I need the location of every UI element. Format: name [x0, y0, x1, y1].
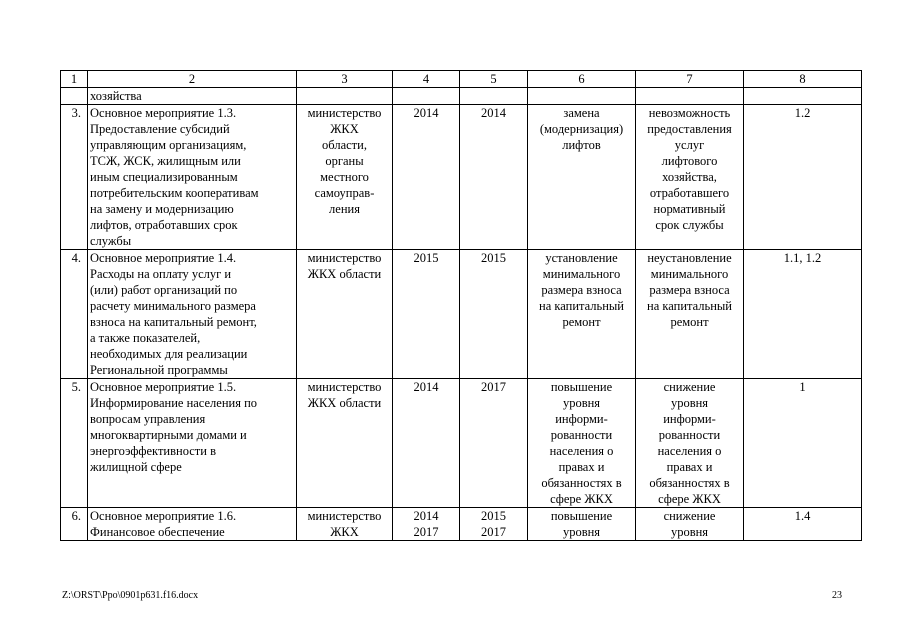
table-row — [61, 105, 862, 250]
non-implementation-consequence-line: информи- — [663, 412, 716, 426]
executor-line: ЖКХ — [330, 122, 359, 136]
end-year-cell — [460, 88, 528, 105]
end-year-line: 2014 — [481, 106, 506, 120]
measure-name-cell — [88, 508, 297, 541]
expected-result-cell — [528, 105, 636, 250]
measure-name-line: расчету минимального размера — [90, 299, 256, 313]
non-implementation-consequence-cell — [636, 105, 744, 250]
non-implementation-consequence-line: невозможность — [648, 106, 731, 120]
expected-result-line: сфере ЖКХ — [550, 492, 613, 506]
expected-result-line: информи- — [555, 412, 608, 426]
non-implementation-consequence-line: неустановление — [647, 251, 732, 265]
measure-name-line: иным специализированным — [90, 170, 238, 184]
non-implementation-consequence-cell — [636, 250, 744, 379]
measure-name-cell — [88, 88, 297, 105]
expected-result-cell — [528, 379, 636, 508]
expected-result-line: повышение — [550, 509, 613, 523]
measure-name-line: Основное мероприятие 1.3. — [90, 106, 237, 120]
measure-name-line: необходимых для реализации — [90, 347, 248, 361]
executor-cell — [297, 88, 393, 105]
expected-result-line: лифтов — [562, 138, 601, 152]
end-year-line: 2015 — [481, 509, 506, 523]
header-cell: 3 — [297, 71, 393, 88]
non-implementation-consequence-line: обязанностях в — [649, 476, 730, 490]
page-number: 23 — [832, 590, 842, 601]
row-number-cell: 3. — [61, 105, 88, 250]
start-year-line: 2017 — [413, 525, 439, 539]
table-row — [61, 250, 862, 379]
start-year-cell — [393, 105, 460, 250]
measure-name-line: управляющим организациям, — [90, 138, 247, 152]
start-year-line: 2014 — [413, 106, 439, 120]
measure-name-line: Региональной программы — [90, 363, 228, 377]
non-implementation-consequence-line: сфере ЖКХ — [658, 492, 721, 506]
non-implementation-consequence-cell — [636, 88, 744, 105]
measure-name-line: взноса на капитальный ремонт, — [90, 315, 257, 329]
table-row — [61, 88, 862, 105]
expected-result-line: повышение — [550, 380, 613, 394]
start-year-cell — [393, 379, 460, 508]
executor-cell — [297, 250, 393, 379]
executor-line: ЖКХ — [330, 525, 359, 539]
end-year-cell — [460, 250, 528, 379]
expected-result-line: размера взноса — [541, 283, 622, 297]
start-year-cell — [393, 250, 460, 379]
end-year-line: 2015 — [481, 251, 506, 265]
measure-name-line: хозяйства — [90, 89, 142, 103]
non-implementation-consequence-line: лифтового — [661, 154, 718, 168]
expected-result-line: обязанностях в — [541, 476, 622, 490]
measure-name-line: ТСЖ, ЖСК, жилищным или — [90, 154, 241, 168]
header-cell: 4 — [393, 71, 460, 88]
executor-line: министерство — [307, 509, 382, 523]
expected-result-line: рованности — [550, 428, 613, 442]
executor-cell — [297, 379, 393, 508]
measure-name-line: жилищной сфере — [90, 460, 182, 474]
table-header-row — [61, 71, 862, 88]
header-cell: 2 — [88, 71, 297, 88]
executor-line: министерство — [307, 251, 382, 265]
header-cell: 8 — [744, 71, 862, 88]
non-implementation-consequence-cell — [636, 379, 744, 508]
executor-line: ления — [329, 202, 360, 216]
indicator-link-line: 1 — [799, 380, 806, 394]
expected-result-line: уровня — [562, 396, 601, 410]
non-implementation-consequence-line: на капитальный — [647, 299, 732, 313]
start-year-cell — [393, 508, 460, 541]
expected-result-line: ремонт — [562, 315, 601, 329]
expected-result-line: (модернизация) — [539, 122, 624, 136]
end-year-line: 2017 — [481, 525, 506, 539]
row-number-cell: 5. — [61, 379, 88, 508]
measure-name-line: вопросам управления — [90, 412, 206, 426]
measure-name-line: службы — [90, 234, 132, 248]
expected-result-cell — [528, 508, 636, 541]
measure-name-line: Основное мероприятие 1.6. — [90, 509, 237, 523]
measure-name-line: Финансовое обеспечение — [90, 525, 225, 539]
indicator-link-line: 1.4 — [794, 509, 811, 523]
indicator-link-cell — [744, 88, 862, 105]
expected-result-cell — [528, 88, 636, 105]
executor-line: органы — [325, 154, 364, 168]
non-implementation-consequence-line: минимального — [650, 267, 729, 281]
header-cell: 6 — [528, 71, 636, 88]
non-implementation-consequence-line: срок службы — [655, 218, 724, 232]
non-implementation-consequence-line: снижение — [663, 509, 716, 523]
measure-name-line: а также показателей, — [90, 331, 201, 345]
non-implementation-consequence-line: отработавшего — [649, 186, 730, 200]
expected-result-line: минимального — [542, 267, 621, 281]
measure-name-cell — [88, 379, 297, 508]
expected-result-line: правах и — [558, 460, 605, 474]
measure-name-line: Информирование населения по — [90, 396, 258, 410]
row-number-cell: 4. — [61, 250, 88, 379]
file-path: Z:\ORST\Ppo\0901p631.f16.docx — [62, 590, 199, 601]
measure-name-line: на замену и модернизацию — [90, 202, 234, 216]
end-year-line: 2017 — [481, 380, 506, 394]
indicator-link-line: 1.1, 1.2 — [783, 251, 822, 265]
non-implementation-consequence-line: снижение — [663, 380, 716, 394]
non-implementation-consequence-line: правах и — [666, 460, 713, 474]
header-cell: 1 — [61, 71, 88, 88]
row-number-cell — [61, 88, 88, 105]
start-year-line: 2014 — [413, 380, 439, 394]
expected-result-cell — [528, 250, 636, 379]
indicator-link-line: 1.2 — [794, 106, 811, 120]
measure-name-line: Расходы на оплату услуг и — [90, 267, 232, 281]
header-cell: 5 — [460, 71, 528, 88]
non-implementation-consequence-line: хозяйства, — [662, 170, 717, 184]
non-implementation-consequence-line: населения о — [657, 444, 722, 458]
start-year-line: 2014 — [413, 509, 439, 523]
executor-cell — [297, 105, 393, 250]
expected-result-line: на капитальный — [539, 299, 624, 313]
indicator-link-cell — [744, 379, 862, 508]
executor-line: ЖКХ области — [307, 396, 382, 410]
expected-result-line: уровня — [562, 525, 601, 539]
measure-name-line: Основное мероприятие 1.5. — [90, 380, 237, 394]
measure-name-line: Основное мероприятие 1.4. — [90, 251, 237, 265]
executor-line: местного — [320, 170, 369, 184]
measure-name-line: лифтов, отработавших срок — [90, 218, 238, 232]
end-year-cell — [460, 508, 528, 541]
row-number-cell: 6. — [61, 508, 88, 541]
expected-result-line: установление — [545, 251, 618, 265]
executor-line: министерство — [307, 106, 382, 120]
measure-name-line: (или) работ организаций по — [90, 283, 238, 297]
measure-name-cell — [88, 250, 297, 379]
non-implementation-consequence-line: уровня — [670, 396, 709, 410]
non-implementation-consequence-line: ремонт — [670, 315, 709, 329]
header-cell: 7 — [636, 71, 744, 88]
non-implementation-consequence-line: размера взноса — [649, 283, 730, 297]
non-implementation-consequence-line: предоставления — [647, 122, 732, 136]
non-implementation-consequence-line: нормативный — [653, 202, 726, 216]
measure-name-line: Предоставление субсидий — [90, 122, 230, 136]
non-implementation-consequence-line: услуг — [674, 138, 705, 152]
non-implementation-consequence-cell — [636, 508, 744, 541]
non-implementation-consequence-line: уровня — [670, 525, 709, 539]
executor-line: ЖКХ области — [307, 267, 382, 281]
measure-name-line: энергоэффективности в — [90, 444, 216, 458]
executor-line: министерство — [307, 380, 382, 394]
expected-result-line: замена — [563, 106, 600, 120]
executor-line: области, — [322, 138, 367, 152]
non-implementation-consequence-line: рованности — [658, 428, 721, 442]
executor-cell — [297, 508, 393, 541]
table-row — [61, 508, 862, 541]
indicator-link-cell — [744, 250, 862, 379]
executor-line: самоуправ- — [314, 186, 375, 200]
measure-name-line: многоквартирными домами и — [90, 428, 247, 442]
table-row — [61, 379, 862, 508]
end-year-cell — [460, 105, 528, 250]
measure-name-line: потребительским кооперативам — [90, 186, 259, 200]
measures-table — [60, 70, 862, 541]
end-year-cell — [460, 379, 528, 508]
measure-name-cell — [88, 105, 297, 250]
start-year-cell — [393, 88, 460, 105]
indicator-link-cell — [744, 105, 862, 250]
start-year-line: 2015 — [413, 251, 439, 265]
indicator-link-cell — [744, 508, 862, 541]
expected-result-line: населения о — [549, 444, 614, 458]
